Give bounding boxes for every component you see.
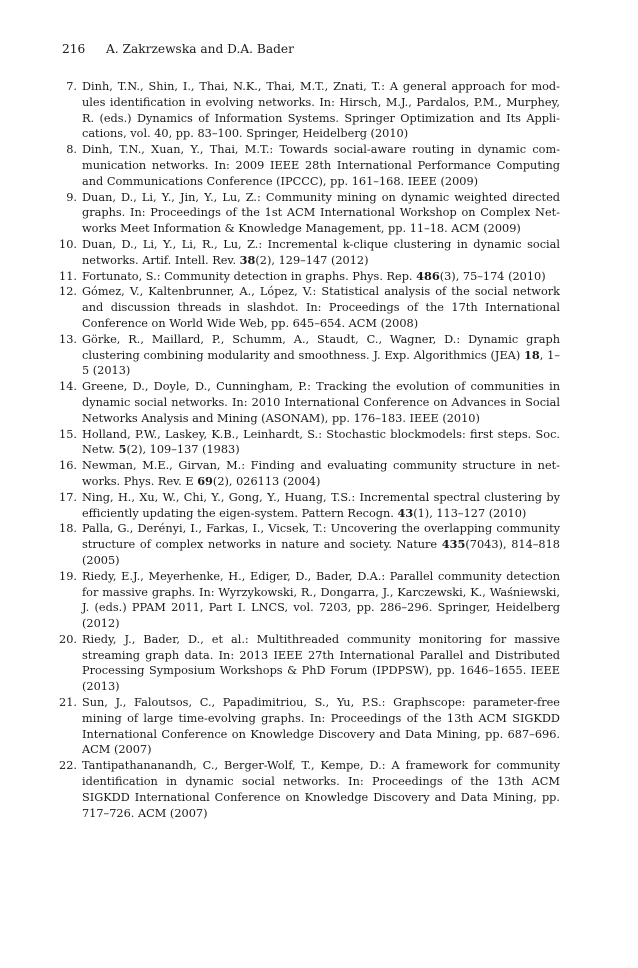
reference-text-lead: Holland, P.W., Laskey, K.B., Leinhardt, S.: Stochastic blockmodels: first steps. Soc. Netw. (82, 427, 560, 457)
reference-number: 8. (66, 143, 77, 157)
reference-text-tail: (2), 109–137 (1983) (126, 443, 240, 457)
reference-number: 19. (59, 569, 77, 583)
reference-number: 9. (66, 190, 77, 204)
reference-text-tail: (1), 113–127 (2010) (413, 506, 527, 520)
reference-item (59, 427, 560, 459)
reference-number: 14. (59, 380, 77, 394)
reference-text: Riedy, J., Bader, D., et al.: Multithreaded community monitoring for massive streaming graph data. In: 2013 IEEE 27th International Parallel and Distributed Processing Symposium Workshops & PhD Forum (IPDPSW), pp. 1646–1655. IEEE (2013) (82, 632, 560, 694)
reference-volume: 486 (416, 268, 440, 283)
reference-item (59, 490, 560, 522)
reference-text: Tantipathananandh, C., Berger-Wolf, T., Kempe, D.: A framework for community identification in dynamic social networks. In: Proceedings of the 13th ACM SIGKDD International Conference on Knowledge Discovery and Data Mining, pp. 717–726. ACM (2007) (82, 759, 560, 820)
reference-text-tail: (2), 026113 (2004) (212, 474, 321, 488)
reference-text-lead: Palla, G., Derényi, I., Farkas, I., Vicsek, T.: Uncovering the overlapping community structure of complex networks in nature and society. Nature (82, 522, 560, 552)
reference-text (82, 521, 560, 568)
reference-item (59, 237, 560, 269)
reference-item (59, 332, 560, 379)
reference-item (59, 569, 560, 632)
reference-number: 18. (59, 522, 77, 536)
reference-item (66, 190, 560, 237)
reference-text (82, 490, 560, 522)
running-head (62, 41, 562, 57)
reference-number: 22. (59, 759, 77, 773)
reference-item (59, 458, 560, 490)
reference-text: Dinh, T.N., Shin, I., Thai, N.K., Thai, M.T., Znati, T.: A general approach for modules identification in evolving networks. In: Hirsch, M.J., Pardalos, P.M., Murphey, R. (eds.) Dynamics of Information Systems. Springer Optimization and Its Applications, vol. 40, pp. 83–100. Springer, Heidelberg (2010) (82, 80, 560, 141)
reference-volume: 435 (441, 537, 466, 552)
reference-volume: 69 (197, 473, 213, 488)
reference-text-tail: (2), 129–147 (2012) (255, 253, 369, 267)
reference-text (82, 269, 560, 285)
reference-item (59, 284, 560, 331)
reference-text (82, 237, 560, 269)
reference-volume: 38 (239, 252, 256, 267)
reference-number: 15. (59, 427, 77, 441)
reference-text: Sun, J., Faloutsos, C., Papadimitriou, S., Yu, P.S.: Graphscope: parameter-free mining of large time-evolving graphs. In: Proceedings of the 13th ACM SIGKDD International Conference on Knowledge Discovery and Data Mining, pp. 687–696. ACM (2007) (82, 696, 560, 757)
reference-number: 21. (59, 696, 77, 710)
reference-item (59, 521, 560, 568)
reference-number: 10. (59, 237, 77, 251)
reference-text: Duan, D., Li, Y., Jin, Y., Lu, Z.: Community mining on dynamic weighted directed graphs. In: Proceedings of the 1st ACM International Workshop on Complex Networks Meet Information & Knowledge Management, pp. 11–18. ACM (2009) (82, 190, 560, 236)
reference-text (82, 427, 560, 459)
reference-text-lead: Duan, D., Li, Y., Li, R., Lu, Z.: Incremental k-clique clustering in dynamic social networks. Artif. Intell. Rev. (82, 237, 560, 267)
reference-text (82, 458, 560, 490)
reference-text-tail: , 1–5 (2013) (82, 348, 560, 378)
reference-number: 13. (59, 332, 77, 346)
reference-volume: 5 (118, 442, 127, 457)
reference-text-lead: Newman, M.E., Girvan, M.: Finding and evaluating community structure in networks. Phys. Rev. E (82, 459, 560, 488)
reference-number: 17. (59, 490, 77, 504)
reference-text: Greene, D., Doyle, D., Cunningham, P.: Tracking the evolution of communities in dynamic social networks. In: 2010 International Conference on Advances in Social Networks Analysis and Mining (ASONAM), pp. 176–183. IEEE (2010) (82, 380, 560, 425)
reference-text-tail: (3), 75–174 (2010) (439, 269, 546, 283)
reference-item (59, 758, 560, 821)
reference-text-lead: Ning, H., Xu, W., Chi, Y., Gong, Y., Huang, T.S.: Incremental spectral clustering by efficiently updating the eigen-system. Pattern Recogn. (82, 490, 560, 520)
reference-item (66, 79, 560, 142)
reference-item (59, 632, 560, 695)
reference-number: 12. (59, 285, 77, 299)
reference-number: 20. (59, 632, 77, 646)
reference-text: Dinh, T.N., Xuan, Y., Thai, M.T.: Towards social-aware routing in dynamic communication networks. In: 2009 IEEE 28th International Performance Computing and Communications Conference (IPCCC), pp. 161–168. IEEE (2009) (82, 143, 560, 188)
reference-number: 16. (59, 459, 77, 473)
reference-item (59, 379, 560, 426)
reference-item (59, 268, 560, 285)
reference-text-lead: Fortunato, S.: Community detection in graphs. Phys. Rep. (82, 269, 417, 283)
reference-volume: 18 (524, 347, 540, 362)
reference-item (66, 142, 560, 189)
reference-volume: 43 (397, 505, 414, 520)
reference-number: 7. (66, 80, 77, 93)
reference-text (82, 332, 560, 379)
reference-text-tail: (7043), 814–818 (2005) (82, 538, 560, 567)
reference-list (59, 79, 560, 821)
reference-item (59, 695, 560, 758)
reference-text: Gómez, V., Kaltenbrunner, A., López, V.: Statistical analysis of the social network and discussion threads in slashdot. In: Proceedings of the 17th International Conference on World Wide Web, pp. 645–654. ACM (2008) (82, 285, 560, 330)
page-number: 216 (62, 42, 86, 56)
reference-number: 11. (59, 269, 77, 283)
running-head-authors: A. Zakrzewska and D.A. Bader (106, 42, 294, 56)
reference-text: Riedy, E.J., Meyerhenke, H., Ediger, D., Bader, D.A.: Parallel community detection for massive graphs. In: Wyrzykowski, R., Dongarra, J., Karczewski, K., Waśniewski, J. (eds.) PPAM 2011, Part I. LNCS, vol. 7203, pp. 286–296. Springer, Heidelberg (2012) (82, 569, 560, 631)
reference-text-lead: Görke, R., Maillard, P., Schumm, A., Staudt, C., Wagner, D.: Dynamic graph clustering combining modularity and smoothness. J. Exp. Algorithmics (JEA) (82, 332, 560, 362)
